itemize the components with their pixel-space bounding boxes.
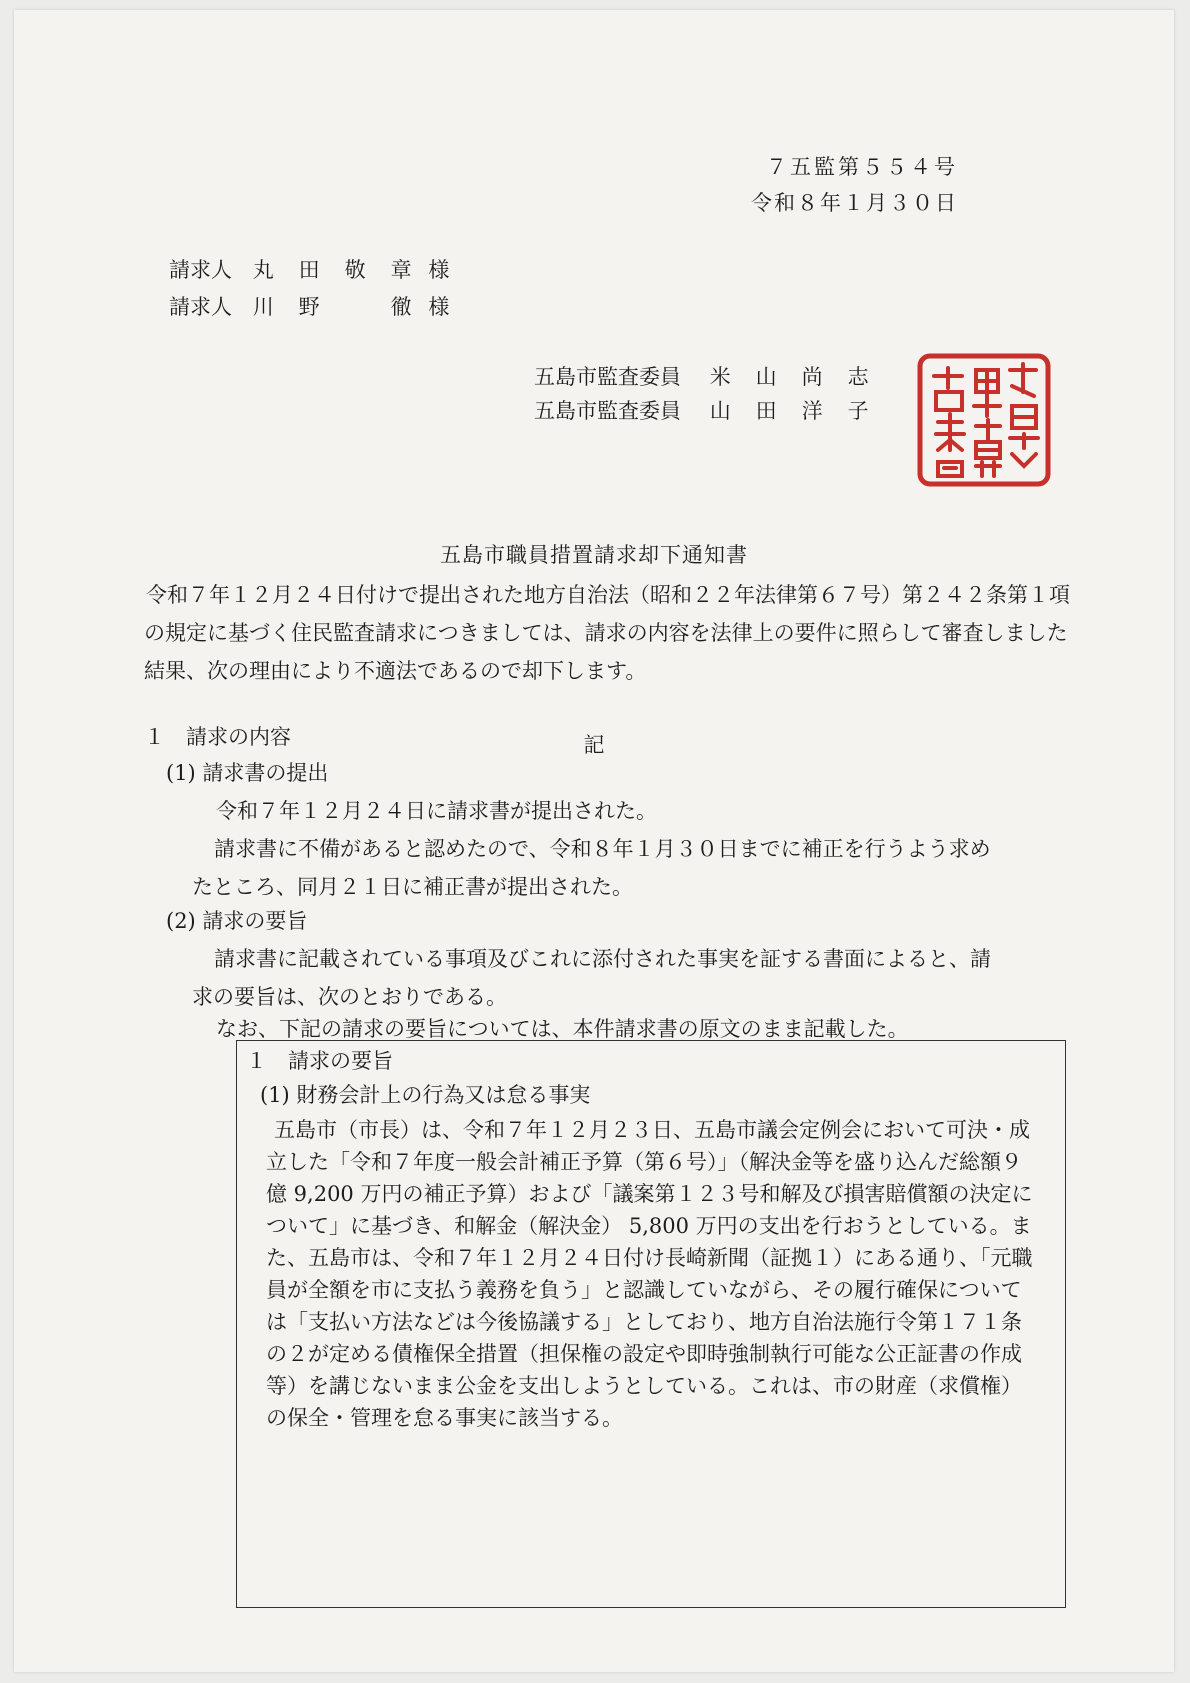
recipient-2 xyxy=(169,292,449,322)
ki-marker: 記 xyxy=(583,733,605,757)
subsection-2-heading: (2) 請求の要旨 xyxy=(166,909,308,933)
document-number: ７五監第５５４号 xyxy=(766,155,958,179)
sender-title: 五島市監査委員 xyxy=(534,399,681,423)
recipient-name: 川 野 徹 xyxy=(252,295,414,319)
document-date: 令和８年１月３０日 xyxy=(751,191,958,215)
boxed-sub-heading: (1) 財務会計上の行為又は怠る事実 xyxy=(260,1083,591,1107)
section-1-heading: １ 請求の内容 xyxy=(144,725,291,749)
sender-1 xyxy=(534,362,871,392)
boxed-body: 五島市（市長）は、令和７年１２月２３日、五島市議会定例会において可決・成立した「令和７年度一般会計補正予算（第６号）」（解決金等を盛り込んだ総額９億 9,200 万円の補正予算）および「議案第１２３号和解及び損害賠償額の決定について」に基づき、和解金（解決金） 5,800 万円の支出を行おうとしている。また、五島市は、令和７年１２月２４日付け長崎新聞（証拠１）にある通り、「元職員が全額を市に支払う義務を負う」と認識していながら、その履行確保については「支払い方法などは今後協議する」としており、地方自治法施行令第１７１条の２が定める債権保全措置（担保権の設定や即時強制執行可能な公正証書の作成等）を講じないまま公金を支出しようとしている。これは、市の財産（求償権）の保全・管理を怠る事実に該当する。 xyxy=(266,1118,1033,1430)
recipient-role: 請求人 xyxy=(169,258,232,282)
sender-2 xyxy=(534,396,871,426)
document-page xyxy=(14,10,1174,1672)
sender-name: 米 山 尚 志 xyxy=(709,365,871,389)
recipient-honorific: 様 xyxy=(428,295,450,319)
subsection-2-line-2: なお、下記の請求の要旨については、本件請求書の原文のまま記載した。 xyxy=(216,1017,909,1041)
recipient-name: 丸 田 敬 章 xyxy=(252,258,414,282)
recipient-role: 請求人 xyxy=(169,295,232,319)
official-seal-icon xyxy=(914,350,1054,490)
sender-title: 五島市監査委員 xyxy=(534,365,681,389)
subsection-1-line-2: 請求書に不備があると認めたので、令和８年１月３０日までに補正を行うよう求めたところ、同月２１日に補正書が提出された。 xyxy=(192,837,991,899)
subsection-1-line-1: 令和７年１２月２４日に請求書が提出された。 xyxy=(216,799,657,823)
intro-paragraph: 令和７年１２月２４日付けで提出された地方自治法（昭和２２年法律第６７号）第２４２条第１項の規定に基づく住民監査請求につきましては、請求の内容を法律上の要件に照らして審査しました結果、次の理由により不適法であるので却下します。 xyxy=(144,583,1070,683)
subsection-2-line-1: 請求書に記載されている事項及びこれに添付された事実を証する書面によると、請求の要旨は、次のとおりである。 xyxy=(192,947,991,1009)
document-title: 五島市職員措置請求却下通知書 xyxy=(440,543,748,567)
recipient-1 xyxy=(169,255,449,285)
boxed-heading: １ 請求の要旨 xyxy=(246,1049,393,1073)
sender-name: 山 田 洋 子 xyxy=(709,399,871,423)
recipient-honorific: 様 xyxy=(428,258,450,282)
subsection-1-heading: (1) 請求書の提出 xyxy=(166,761,329,785)
